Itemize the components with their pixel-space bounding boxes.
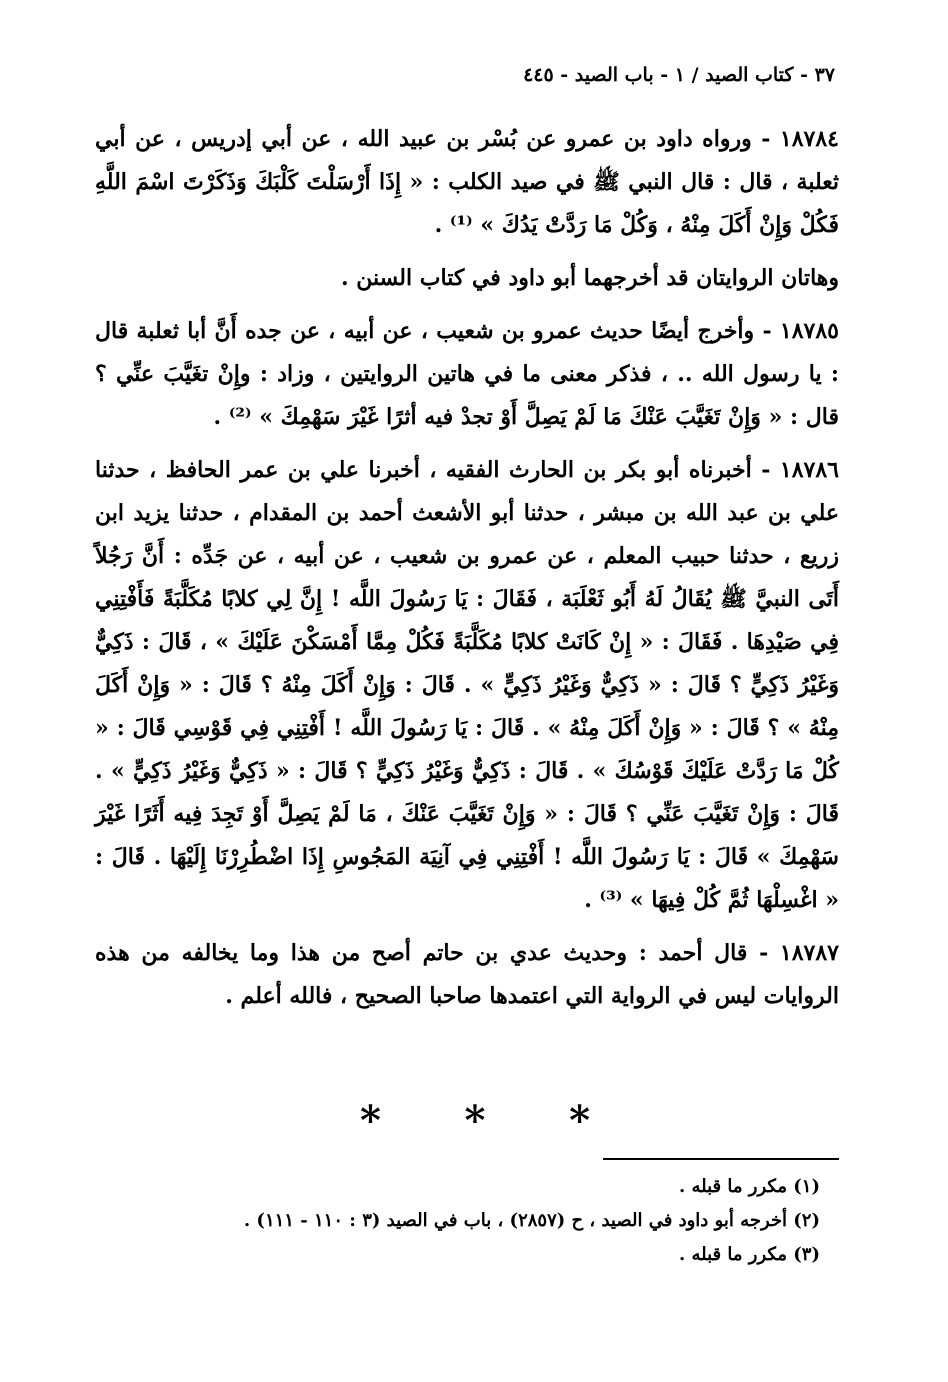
paragraph-text: - قال أحمد : وحديث عدي بن حاتم أصح من هذا وما يخالفه من هذه الروايات ليس في الرواية التي اعتمدها صاحبا الصحيح ، فالله أعلم . [95,940,839,1009]
paragraph-18787 [95,932,839,1018]
main-text [95,118,839,1028]
hadith-number: ١٨٧٨٥ [779,318,839,344]
paragraph-note [95,257,839,300]
paragraph-text: - وأخرج أيضًا حديث عمرو بن شعيب ، عن أبيه ، عن جده أَنَّ أبا ثعلبة قال : يا رسول الله .. ، فذكر معنى ما في هاتين الروايتين ، وزاد : وإِنْ تغَيَّبَ عنِّي ؟ قال : « وَإِنْ تَغَيَّبَ عَنْكَ مَا لَمْ يَصِلَّ أَوْ تجدْ فيه أثرًا غَيْرَ سَهْمِكَ » ⁽²⁾ . [95,318,839,430]
separator-star: * [569,1096,590,1144]
hadith-number: ١٨٧٨٦ [779,457,839,483]
paragraph-text: - أخبرناه أبو بكر بن الحارث الفقيه ، أخبرنا علي بن عمر الحافظ ، حدثنا علي بن عبد الله بن مبشر ، حدثنا أبو الأشعث أحمد بن المقدام ، حدثنا يزيد ابن زريع ، حدثنا حبيب المعلم ، عن عمرو بن شعيب ، عن أبيه ، عن جَدِّه : أَنَّ رَجُلاً أَتَى النبيَّ ﷺ يُقَالُ لَهُ أَبُو ثَعْلَبَة ، فَقَالَ : يَا رَسُولَ اللَّه ! إِنَّ لِي كلابًا مُكَلَّبَةً فَأَفْتِنِي فِي صَيْدِهَا . فَقَالَ : « إِنْ كَانَتْ كلابًا مُكَلَّبَةً فَكُلْ مِمَّا أَمْسَكْنَ عَلَيْكَ » ، قَالَ : ذَكِيٌّ وَغَيْرُ ذَكِيٍّ ؟ قَالَ : « ذَكِيٌّ وَغَيْرُ ذَكِيٍّ » . قَالَ : وَإِنْ أَكَلَ مِنْهُ ؟ قَالَ : « وَإِنْ أَكَلَ مِنْهُ » ؟ قَالَ : « وَإِنْ أَكَلَ مِنْهُ » . قَالَ : يَا رَسُولَ اللَّه ! أَفْتِنِي فِي قَوْسِي قَالَ : « كُلْ مَا رَدَّتْ عَلَيْكَ قَوْسُكَ » . قَالَ : ذَكِيٌّ وَغَيْرُ ذَكِيٍّ ؟ قَالَ : « ذَكِيٌّ وَغَيْرُ ذَكِيٍّ » . قَالَ : وَإِنْ تَغَيَّبَ عَنِّي ؟ قَالَ : « وَإِنْ تَغَيَّبَ عَنْكَ ، مَا لَمْ يَصِلَّ أَوْ تَجِدَ فِيه أَثَرًا غَيْرَ سَهْمِكَ » قَالَ : يَا رَسُولَ اللَّه ! أَفْتِنِي فِي آنِيَة المَجُوسِ إِذَا اضْطُرِرْنَا إِلَيْهَا . قَالَ : « اغْسِلْهَا ثُمَّ كُلْ فِيهَا » ⁽³⁾ . [95,457,839,913]
hadith-number: ١٨٧٨٤ [779,126,839,152]
paragraph-18784 [95,118,839,247]
running-header [95,60,835,100]
paragraph-text: - ورواه داود بن عمرو عن بُسْر بن عبيد الله ، عن أبي إدريس ، عن أبي ثعلبة ، قال : قال النبي ﷺ في صيد الكلب : « إِذَا أَرْسَلْتَ كَلْبَكَ وَذَكَرْتَ اسْمَ اللَّهِ فَكُلْ وَإِنْ أَكَلَ مِنْهُ ، وَكُلْ مَا رَدَّتْ يَدُكَ » ⁽¹⁾ . [95,126,839,238]
footnotes [150,1170,820,1272]
section-separator [360,1096,590,1144]
running-title: ٣٧ - كتاب الصيد / ١ - باب الصيد - ٤٤٥ [523,64,835,86]
paragraph-18786 [95,449,839,922]
footnote-3: (٣) مكرر ما قبله . [678,1244,820,1265]
paragraph-18785 [95,310,839,439]
paragraph-text: وهاتان الروايتان قد أخرجهما أبو داود في كتاب السنن . [340,265,839,291]
footnote-1: (١) مكرر ما قبله . [678,1176,820,1197]
footnote-rule [603,1158,839,1160]
hadith-number: ١٨٧٨٧ [779,940,839,966]
separator-star: * [360,1096,381,1144]
footnote-2: (٢) أخرجه أبو داود في الصيد ، ح (٢٨٥٧) ، باب في الصيد (٣ : ١١٠ - ١١١) . [243,1210,820,1231]
separator-star: * [464,1096,486,1144]
